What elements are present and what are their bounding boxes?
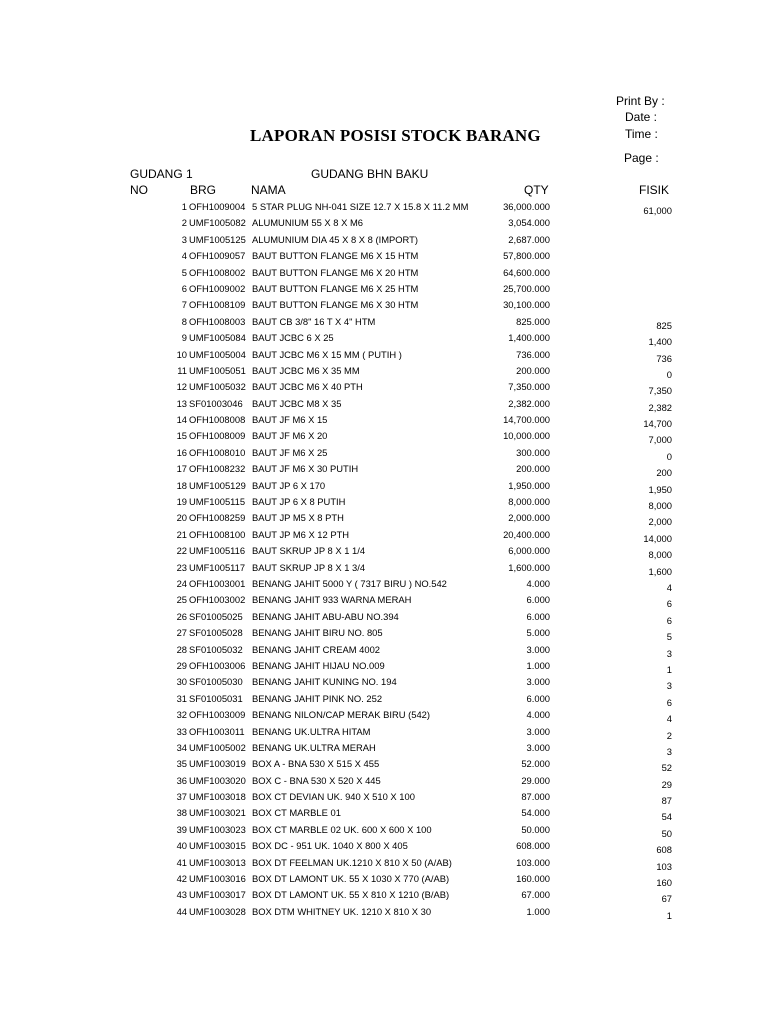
item-name: BOX CT MARBLE 01 xyxy=(252,807,341,819)
item-fisik: 1 xyxy=(666,909,672,921)
item-qty: 7,350.000 xyxy=(508,381,550,393)
row-number: 19 xyxy=(176,496,187,508)
table-row xyxy=(0,543,768,559)
item-code: OFH1008009 xyxy=(189,430,246,442)
item-name: BAUT JF M6 X 25 xyxy=(252,446,328,458)
item-name: BAUT JCBC M6 X 15 MM ( PUTIH ) xyxy=(252,348,402,360)
item-fisik: 2,000 xyxy=(648,516,672,528)
table-row xyxy=(0,379,768,395)
item-name: BAUT JCBC M6 X 40 PTH xyxy=(252,381,363,393)
row-number: 37 xyxy=(176,791,187,803)
item-name: BAUT JCBC M8 X 35 xyxy=(252,397,342,409)
item-code: SF01003046 xyxy=(189,397,243,409)
item-fisik: 0 xyxy=(666,368,672,380)
item-qty: 200.000 xyxy=(516,463,550,475)
item-name: BENANG UK.ULTRA MERAH xyxy=(252,741,376,753)
item-code: OFH1008008 xyxy=(189,414,246,426)
item-code: SF01005032 xyxy=(189,643,243,655)
row-number: 13 xyxy=(176,397,187,409)
item-fisik: 0 xyxy=(666,450,672,462)
item-code: UMF1003017 xyxy=(189,889,246,901)
row-number: 41 xyxy=(176,856,187,868)
row-number: 9 xyxy=(181,332,187,344)
item-fisik: 103 xyxy=(656,860,672,872)
table-row xyxy=(0,330,768,346)
item-qty: 1.000 xyxy=(526,659,550,671)
item-qty: 6.000 xyxy=(526,610,550,622)
item-qty: 36,000.000 xyxy=(503,201,550,212)
item-name: BAUT BUTTON FLANGE M6 X 25 HTM xyxy=(252,282,419,294)
item-code: OFH1008010 xyxy=(189,446,246,458)
item-name: BENANG UK.ULTRA HITAM xyxy=(252,725,371,737)
item-fisik: 2 xyxy=(666,729,672,741)
row-number: 29 xyxy=(176,659,187,671)
item-qty: 3.000 xyxy=(526,725,550,737)
item-name: BAUT CB 3/8" 16 T X 4" HTM xyxy=(252,315,376,327)
item-code: SF01005028 xyxy=(189,627,243,639)
item-qty: 160.000 xyxy=(516,873,550,885)
item-code: UMF1005082 xyxy=(189,217,246,229)
item-code: UMF1003021 xyxy=(189,807,246,819)
item-qty: 64,600.000 xyxy=(503,266,550,278)
table-row xyxy=(0,576,768,592)
item-fisik: 67 xyxy=(661,893,672,905)
column-header-qty: QTY xyxy=(524,183,549,197)
row-number: 35 xyxy=(176,758,187,770)
table-row xyxy=(0,527,768,543)
item-qty: 6.000 xyxy=(526,594,550,606)
item-code: OFH1008002 xyxy=(189,266,246,278)
item-fisik: 14,000 xyxy=(643,532,672,544)
row-number: 15 xyxy=(176,430,187,442)
item-qty: 103.000 xyxy=(516,856,550,868)
row-number: 20 xyxy=(176,512,187,524)
item-qty: 4.000 xyxy=(526,577,550,589)
column-header-brg: BRG xyxy=(190,183,217,197)
item-fisik: 6 xyxy=(666,614,672,626)
column-header-nama: NAMA xyxy=(251,183,286,197)
item-code: UMF1005004 xyxy=(189,348,246,360)
item-qty: 5.000 xyxy=(526,627,550,639)
item-name: ALUMUNIUM 55 X 8 X M6 xyxy=(252,217,363,229)
item-qty: 30,100.000 xyxy=(503,299,550,311)
table-row xyxy=(0,510,768,526)
item-qty: 200.000 xyxy=(516,364,550,376)
row-number: 18 xyxy=(176,479,187,491)
table-row xyxy=(0,428,768,444)
item-qty: 3.000 xyxy=(526,676,550,688)
row-number: 28 xyxy=(176,643,187,655)
row-number: 21 xyxy=(176,528,187,540)
table-row xyxy=(0,347,768,363)
time-label: Time : xyxy=(625,127,658,141)
item-qty: 8,000.000 xyxy=(508,496,550,508)
item-code: SF01005025 xyxy=(189,610,243,622)
table-row xyxy=(0,855,768,871)
item-code: UMF1003018 xyxy=(189,791,246,803)
item-code: UMF1005125 xyxy=(189,233,246,245)
item-code: UMF1005115 xyxy=(189,496,246,508)
item-code: UMF1003028 xyxy=(189,905,246,917)
item-name: BOX DT FEELMAN UK.1210 X 810 X 50 (A/AB) xyxy=(252,856,452,868)
item-fisik: 3 xyxy=(666,745,672,757)
table-row xyxy=(0,494,768,510)
row-number: 17 xyxy=(176,463,187,475)
item-fisik: 6 xyxy=(666,696,672,708)
row-number: 6 xyxy=(181,282,187,294)
row-number: 14 xyxy=(176,414,187,426)
item-qty: 2,000.000 xyxy=(508,512,550,524)
table-row xyxy=(0,592,768,608)
item-name: BAUT JCBC M6 X 35 MM xyxy=(252,364,360,376)
item-name: BOX DTM WHITNEY UK. 1210 X 810 X 30 xyxy=(252,905,432,917)
row-number: 3 xyxy=(181,233,187,245)
gudang-name: GUDANG BHN BAKU xyxy=(311,167,429,181)
item-code: UMF1005051 xyxy=(189,364,246,376)
row-number: 38 xyxy=(176,807,187,819)
item-name: BENANG JAHIT PINK NO. 252 xyxy=(252,692,383,704)
table-row xyxy=(0,658,768,674)
table-row xyxy=(0,789,768,805)
item-fisik: 160 xyxy=(656,877,672,889)
item-fisik: 3 xyxy=(666,680,672,692)
item-fisik: 8,000 xyxy=(648,549,672,561)
item-qty: 3.000 xyxy=(526,741,550,753)
item-code: UMF1003019 xyxy=(189,758,246,770)
item-qty: 1.000 xyxy=(526,905,550,917)
item-qty: 1,600.000 xyxy=(508,561,550,573)
item-name: BENANG JAHIT KUNING NO. 194 xyxy=(252,676,397,688)
item-qty: 3.000 xyxy=(526,643,550,655)
item-code: OFH1003002 xyxy=(189,594,246,606)
row-number: 39 xyxy=(176,823,187,835)
item-qty: 67.000 xyxy=(521,889,550,901)
item-fisik: 608 xyxy=(656,844,672,856)
item-code: UMF1005129 xyxy=(189,479,246,491)
item-qty: 50.000 xyxy=(521,823,550,835)
row-number: 44 xyxy=(176,905,187,917)
item-name: BOX CT DEVIAN UK. 940 X 510 X 100 xyxy=(252,791,415,803)
item-code: OFH1003011 xyxy=(189,725,245,737)
item-name: BAUT JP 6 X 170 xyxy=(252,479,326,491)
table-row xyxy=(0,363,768,379)
item-fisik: 1,950 xyxy=(648,483,672,495)
item-name: BAUT SKRUP JP 8 X 1 1/4 xyxy=(252,545,366,557)
column-header-fisik: FISIK xyxy=(639,183,670,197)
item-code: OFH1008109 xyxy=(189,299,246,311)
table-row xyxy=(0,445,768,461)
item-qty: 2,687.000 xyxy=(508,233,550,245)
table-row xyxy=(0,773,768,789)
item-name: BENANG JAHIT CREAM 4002 xyxy=(252,643,380,655)
item-code: OFH1003006 xyxy=(189,659,246,671)
item-fisik: 29 xyxy=(661,778,672,790)
table-row xyxy=(0,609,768,625)
item-name: BAUT BUTTON FLANGE M6 X 20 HTM xyxy=(252,266,419,278)
item-qty: 1,400.000 xyxy=(508,332,550,344)
table-row xyxy=(0,215,768,231)
item-fisik: 736 xyxy=(656,352,672,364)
item-fisik: 7,000 xyxy=(648,434,672,446)
item-fisik: 7,350 xyxy=(648,385,672,397)
table-row xyxy=(0,314,768,330)
item-fisik: 1 xyxy=(666,663,672,675)
table-row xyxy=(0,756,768,772)
item-code: SF01005031 xyxy=(189,692,243,704)
item-name: BAUT JP M5 X 8 PTH xyxy=(252,512,344,524)
item-name: BOX DC - 951 UK. 1040 X 800 X 405 xyxy=(252,840,408,852)
row-number: 43 xyxy=(176,889,187,901)
row-number: 11 xyxy=(177,364,187,376)
row-number: 5 xyxy=(181,266,187,278)
item-fisik: 200 xyxy=(656,467,672,479)
table-row xyxy=(0,248,768,264)
table-row xyxy=(0,281,768,297)
item-fisik: 6 xyxy=(666,598,672,610)
item-qty: 6.000 xyxy=(526,692,550,704)
item-qty: 736.000 xyxy=(516,348,550,360)
item-fisik: 3 xyxy=(666,647,672,659)
item-qty: 87.000 xyxy=(521,791,550,803)
item-name: BENANG JAHIT BIRU NO. 805 xyxy=(252,627,383,639)
item-code: UMF1003016 xyxy=(189,873,246,885)
column-header-no: NO xyxy=(130,183,148,197)
table-row xyxy=(0,199,768,215)
item-name: BAUT JF M6 X 15 xyxy=(252,414,328,426)
table-row xyxy=(0,740,768,756)
row-number: 30 xyxy=(176,676,187,688)
item-qty: 10,000.000 xyxy=(503,430,550,442)
table-row xyxy=(0,724,768,740)
item-qty: 6,000.000 xyxy=(508,545,550,557)
row-number: 12 xyxy=(176,381,187,393)
item-name: BAUT JP 6 X 8 PUTIH xyxy=(252,496,346,508)
item-code: OFH1003009 xyxy=(189,709,246,721)
row-number: 4 xyxy=(181,250,187,262)
table-row xyxy=(0,904,768,920)
item-name: ALUMUNIUM DIA 45 X 8 X 8 (IMPORT) xyxy=(252,233,419,245)
item-code: UMF1005002 xyxy=(189,741,246,753)
item-code: UMF1005032 xyxy=(189,381,246,393)
item-qty: 54.000 xyxy=(521,807,550,819)
item-qty: 3,054.000 xyxy=(508,217,550,229)
table-row xyxy=(0,838,768,854)
item-name: 5 STAR PLUG NH-041 SIZE 12.7 X 15.8 X 11.2 MM xyxy=(252,201,469,212)
row-number: 22 xyxy=(176,545,187,557)
item-name: BAUT JF M6 X 30 PUTIH xyxy=(252,463,359,475)
item-name: BOX A - BNA 530 X 515 X 455 xyxy=(252,758,380,770)
item-name: BENANG JAHIT 933 WARNA MERAH xyxy=(252,594,412,606)
item-code: UMF1005084 xyxy=(189,332,246,344)
item-fisik: 14,700 xyxy=(643,418,672,430)
item-code: OFH1008100 xyxy=(189,528,246,540)
table-row xyxy=(0,625,768,641)
item-code: UMF1003015 xyxy=(189,840,246,852)
page-label: Page : xyxy=(624,151,659,165)
item-qty: 825.000 xyxy=(516,315,550,327)
item-name: BENANG JAHIT ABU-ABU NO.394 xyxy=(252,610,399,622)
item-name: BOX CT MARBLE 02 UK. 600 X 600 X 100 xyxy=(252,823,432,835)
report-title: LAPORAN POSISI STOCK BARANG xyxy=(250,126,541,145)
table-row xyxy=(0,691,768,707)
item-name: BOX DT LAMONT UK. 55 X 810 X 1210 (B/AB) xyxy=(252,889,450,901)
item-code: UMF1003020 xyxy=(189,774,246,786)
item-code: OFH1008003 xyxy=(189,315,246,327)
item-code: UMF1003023 xyxy=(189,823,246,835)
item-name: BAUT SKRUP JP 8 X 1 3/4 xyxy=(252,561,366,573)
item-fisik: 2,382 xyxy=(648,401,672,413)
table-row xyxy=(0,396,768,412)
table-row xyxy=(0,887,768,903)
item-code: OFH1009002 xyxy=(189,282,246,294)
item-code: OFH1009057 xyxy=(189,250,246,262)
item-name: BAUT JF M6 X 20 xyxy=(252,430,328,442)
table-row xyxy=(0,461,768,477)
row-number: 16 xyxy=(176,446,187,458)
item-code: OFH1009004 xyxy=(189,201,246,212)
table-row xyxy=(0,707,768,723)
item-code: UMF1003013 xyxy=(189,856,246,868)
item-qty: 608.000 xyxy=(516,840,550,852)
item-qty: 1,950.000 xyxy=(508,479,550,491)
item-qty: 57,800.000 xyxy=(503,250,550,262)
row-number: 33 xyxy=(176,725,187,737)
item-name: BAUT BUTTON FLANGE M6 X 30 HTM xyxy=(252,299,419,311)
table-row xyxy=(0,822,768,838)
item-fisik: 8,000 xyxy=(648,500,672,512)
table-row xyxy=(0,560,768,576)
table-row xyxy=(0,232,768,248)
item-name: BENANG JAHIT HIJAU NO.009 xyxy=(252,659,385,671)
item-name: BENANG NILON/CAP MERAK BIRU (542) xyxy=(252,709,430,721)
item-qty: 29.000 xyxy=(521,774,550,786)
row-number: 8 xyxy=(181,315,187,327)
item-code: UMF1005116 xyxy=(189,545,246,557)
table-row xyxy=(0,674,768,690)
row-number: 26 xyxy=(176,610,187,622)
table-row xyxy=(0,871,768,887)
item-code: OFH1008232 xyxy=(189,463,246,475)
item-fisik: 54 xyxy=(661,811,672,823)
table-row xyxy=(0,642,768,658)
row-number: 31 xyxy=(176,692,187,704)
table-row xyxy=(0,265,768,281)
row-number: 2 xyxy=(181,217,187,229)
item-name: BAUT BUTTON FLANGE M6 X 15 HTM xyxy=(252,250,419,262)
item-qty: 52.000 xyxy=(521,758,550,770)
item-code: OFH1003001 xyxy=(189,577,246,589)
row-number: 40 xyxy=(176,840,187,852)
item-name: BENANG JAHIT 5000 Y ( 7317 BIRU ) NO.542 xyxy=(252,577,447,589)
stock-table-body xyxy=(0,199,768,920)
item-qty: 4.000 xyxy=(526,709,550,721)
row-number: 42 xyxy=(176,873,187,885)
row-number: 36 xyxy=(176,774,187,786)
item-name: BOX DT LAMONT UK. 55 X 1030 X 770 (A/AB) xyxy=(252,873,450,885)
item-fisik: 52 xyxy=(661,762,672,774)
row-number: 7 xyxy=(181,299,187,311)
item-fisik: 1,400 xyxy=(648,336,672,348)
row-number: 23 xyxy=(176,561,187,573)
gudang-number: GUDANG 1 xyxy=(130,167,193,181)
item-qty: 25,700.000 xyxy=(503,282,550,294)
item-fisik: 4 xyxy=(666,713,672,725)
print-by-label: Print By : xyxy=(616,94,665,108)
item-qty: 14,700.000 xyxy=(503,414,550,426)
row-number: 27 xyxy=(176,627,187,639)
table-row xyxy=(0,297,768,313)
row-number: 1 xyxy=(181,201,187,212)
row-number: 10 xyxy=(176,348,187,360)
item-code: OFH1008259 xyxy=(189,512,246,524)
date-label: Date : xyxy=(625,110,658,124)
item-qty: 20,400.000 xyxy=(503,528,550,540)
row-number: 32 xyxy=(176,709,187,721)
item-fisik: 61,000 xyxy=(643,205,672,216)
table-row xyxy=(0,478,768,494)
item-name: BAUT JCBC 6 X 25 xyxy=(252,332,334,344)
table-row xyxy=(0,412,768,428)
item-qty: 300.000 xyxy=(516,446,550,458)
item-fisik: 50 xyxy=(661,827,672,839)
item-fisik: 1,600 xyxy=(648,565,672,577)
item-fisik: 5 xyxy=(666,631,672,643)
item-name: BAUT JP M6 X 12 PTH xyxy=(252,528,350,540)
item-name: BOX C - BNA 530 X 520 X 445 xyxy=(252,774,381,786)
item-fisik: 825 xyxy=(656,319,672,331)
row-number: 34 xyxy=(176,741,187,753)
item-qty: 2,382.000 xyxy=(508,397,550,409)
table-row xyxy=(0,805,768,821)
row-number: 24 xyxy=(176,577,187,589)
item-code: SF01005030 xyxy=(189,676,243,688)
item-code: UMF1005117 xyxy=(189,561,246,573)
item-fisik: 87 xyxy=(661,795,672,807)
item-fisik: 4 xyxy=(666,581,672,593)
row-number: 25 xyxy=(176,594,187,606)
